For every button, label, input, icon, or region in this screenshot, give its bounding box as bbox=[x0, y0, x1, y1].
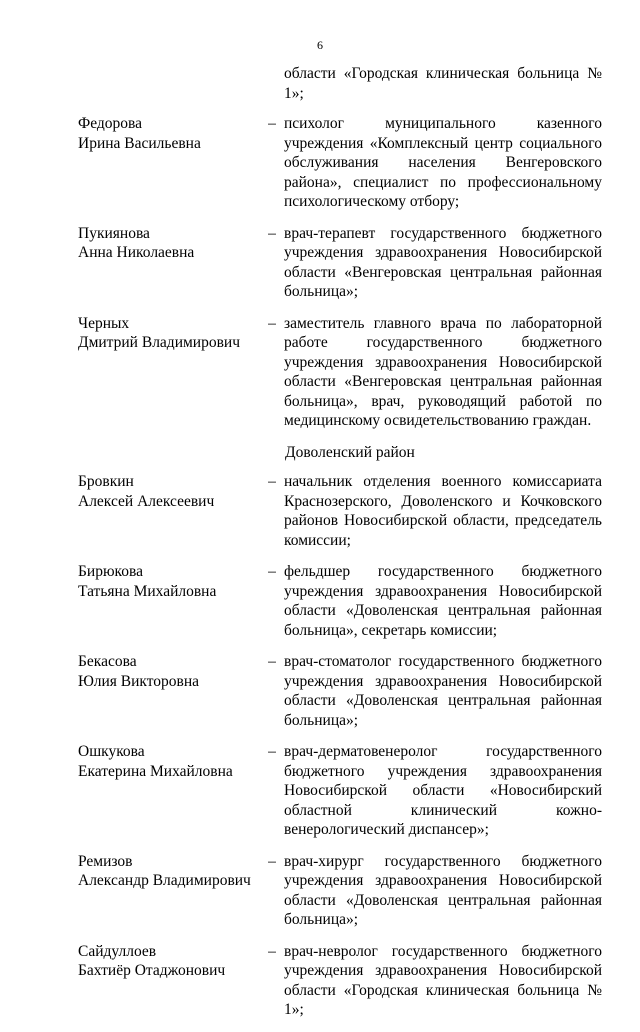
member-given-name: Бахтиёр Отаджонович bbox=[78, 962, 226, 979]
member-position: заместитель главного врача по лабораторной работе государственного бюджетного учреждения здравоохранения Новосибирской области «Венгеровская центральная районная больница», врач, руководящий работой по медицинскому освидетельствованию граждан. bbox=[284, 314, 602, 429]
member-entry bbox=[78, 114, 602, 212]
member-position: врач-дерматовенеролог государственного бюджетного учреждения здравоохранения Новосибирской области «Новосибирский областной клинический кожно-венерологический диспансер»; bbox=[284, 743, 602, 838]
member-position: врач-невролог государственного бюджетного учреждения здравоохранения Новосибирской области «Городская клиническая больница № 1»; bbox=[284, 942, 602, 1018]
member-given-name: Александр Владимирович bbox=[78, 872, 251, 889]
member-name bbox=[78, 472, 260, 511]
dash-separator: – bbox=[268, 653, 276, 670]
member-surname: Ошкукова bbox=[78, 743, 145, 760]
continuation-text: области «Городская клиническая больница № 1»; bbox=[284, 65, 602, 102]
continuation-entry bbox=[78, 64, 602, 103]
member-given-name: Юлия Викторовна bbox=[78, 672, 200, 690]
dash-separator: – bbox=[268, 852, 276, 870]
member-surname: Бирюкова bbox=[78, 563, 144, 580]
member-given-name: Дмитрий Владимирович bbox=[78, 334, 241, 351]
member-name bbox=[78, 742, 260, 781]
dash-separator: – bbox=[268, 314, 276, 332]
member-surname: Бровкин bbox=[78, 473, 134, 490]
member-given-name: Анна Николаевна bbox=[78, 244, 195, 261]
member-given-name: Татьяна Михайловна bbox=[78, 582, 217, 600]
member-entry bbox=[78, 562, 602, 640]
dash-separator: – bbox=[268, 473, 276, 490]
member-name bbox=[78, 852, 260, 891]
member-surname: Черных bbox=[78, 314, 130, 332]
member-name bbox=[78, 114, 260, 153]
dash-separator: – bbox=[268, 115, 276, 132]
district-heading: Доволенский район bbox=[285, 443, 415, 461]
dash-separator: – bbox=[268, 942, 276, 960]
member-entry bbox=[78, 942, 602, 1020]
member-name bbox=[78, 314, 260, 353]
member-given-name: Алексей Алексеевич bbox=[78, 492, 215, 510]
member-name bbox=[78, 224, 260, 263]
member-entry bbox=[78, 852, 602, 930]
member-entry bbox=[78, 472, 602, 550]
member-entry bbox=[78, 652, 602, 730]
member-name bbox=[78, 942, 260, 981]
member-position: врач-стоматолог государственного бюджетного учреждения здравоохранения Новосибирской области «Доволенская центральная районная больница»; bbox=[284, 653, 602, 729]
member-position: врач-хирург государственного бюджетного учреждения здравоохранения Новосибирской области «Доволенская центральная районная больница»; bbox=[284, 852, 602, 928]
member-entry bbox=[78, 742, 602, 840]
member-given-name: Ирина Васильевна bbox=[78, 134, 201, 152]
dash-separator: – bbox=[268, 224, 276, 242]
member-surname: Ремизов bbox=[78, 852, 133, 870]
member-surname: Бекасова bbox=[78, 653, 137, 670]
member-surname: Пукиянова bbox=[78, 224, 150, 242]
commission-list bbox=[78, 64, 602, 1032]
member-entry bbox=[78, 314, 602, 431]
member-name bbox=[78, 562, 260, 601]
member-position: врач-терапевт государственного бюджетного учреждения здравоохранения Новосибирской области «Венгеровская центральная районная больница»; bbox=[284, 224, 602, 300]
dash-separator: – bbox=[268, 563, 276, 580]
member-position: психолог муниципального казенного учреждения «Комплексный центр социального обслуживания населения Венгеровского района», специалист по профессиональному психологическому отбору; bbox=[284, 115, 602, 210]
member-name bbox=[78, 652, 260, 691]
member-surname: Сайдуллоев bbox=[78, 942, 157, 960]
dash-separator: – bbox=[268, 743, 276, 760]
page-number: 6 bbox=[317, 38, 323, 52]
member-entry bbox=[78, 224, 602, 302]
member-position: фельдшер государственного бюджетного учреждения здравоохранения Новосибирской области «Доволенская центральная районная больница», секретарь комиссии; bbox=[284, 563, 602, 639]
member-given-name: Екатерина Михайловна bbox=[78, 762, 233, 780]
member-surname: Федорова bbox=[78, 115, 143, 132]
member-position: начальник отделения военного комиссариата Краснозерского, Доволенского и Кочковского районов Новосибирской области, председатель комиссии; bbox=[284, 473, 602, 549]
